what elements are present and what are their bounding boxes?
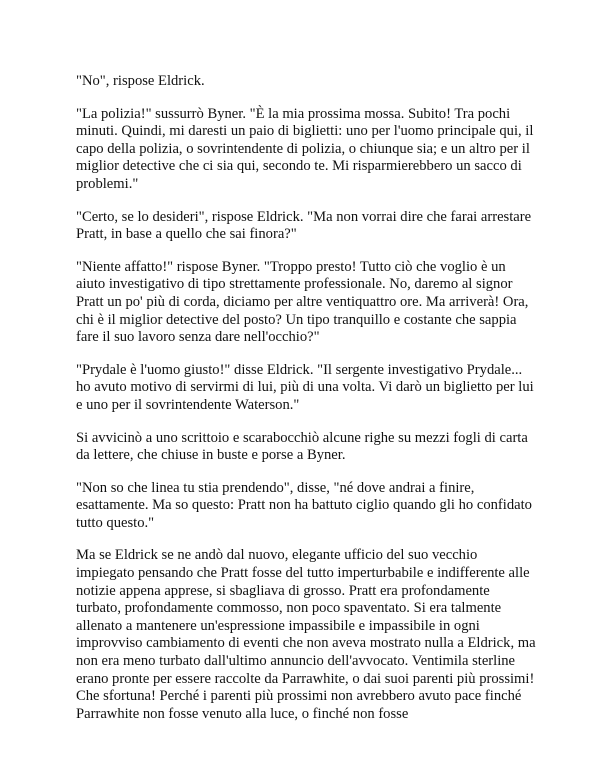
paragraph: Ma se Eldrick se ne andò dal nuovo, elegante ufficio del suo vecchio impiegato pensando che Pratt fosse del tutto imperturbabile e indifferente alle notizie appena apprese, si sbagliava di grosso. Pratt era profondamente turbato, profondamente commosso, non poco spaventato. Si era talmente allenato a mantenere un'espressione impassibile e impassibile in ogni improvviso cambiamento di eventi che non aveva mostrato nulla a Eldrick, ma non era meno turbato dall'ultimo annuncio dell'avvocato. Ventimila sterline erano pronte per essere raccolte da Parrawhite, o dai suoi parenti più prossimi! Che sfortuna! Perché i parenti più prossimi non avrebbero avuto pace finché Parrawhite non fosse venuto alla luce, o finché non fosse (76, 547, 536, 722)
paragraph: Si avvicinò a uno scrittoio e scarabocchiò alcune righe su mezzi fogli di carta da lettere, che chiuse in buste e porse a Byner. (76, 429, 528, 464)
paragraph: "Prydale è l'uomo giusto!" disse Eldrick. "Il sergente investigativo Prydale... ho avuto motivo di servirmi di lui, più di una volta. Vi darò un biglietto per lui e uno per il sovrintendente Waterson." (76, 361, 534, 413)
paragraph: "Niente affatto!" rispose Byner. "Troppo presto! Tutto ciò che voglio è un aiuto investigativo di tipo strettamente professionale. No, daremo al signor Pratt un po' più di corda, diciamo per altre ventiquattro ore. Ma arriverà! Ora, chi è il miglior detective del posto? Un tipo tranquillo e costante che sappia fare il suo lavoro senza dare nell'occhio?" (76, 258, 529, 346)
paragraph: "Certo, se lo desideri", rispose Eldrick. "Ma non vorrai dire che farai arrestare Pratt, in base a quello che sai finora?" (76, 208, 532, 243)
paragraph: "Non so che linea tu stia prendendo", disse, "né dove andrai a finire, esattamente. Ma so questo: Pratt non ha battuto ciglio quando gli ho confidato tutto questo." (76, 479, 532, 531)
paragraph: "No", rispose Eldrick. (76, 73, 205, 89)
paragraph: "La polizia!" sussurrò Byner. "È la mia prossima mossa. Subito! Tra pochi minuti. Quindi, mi daresti un paio di biglietti: uno per l'uomo principale qui, il capo della polizia, o sovrintendente di polizia, o chiunque sia; e un altro per il miglior detective che ci sia qui, secondo te. Mi risparmierebbero un sacco di problemi." (76, 105, 534, 192)
document-page (76, 73, 536, 738)
